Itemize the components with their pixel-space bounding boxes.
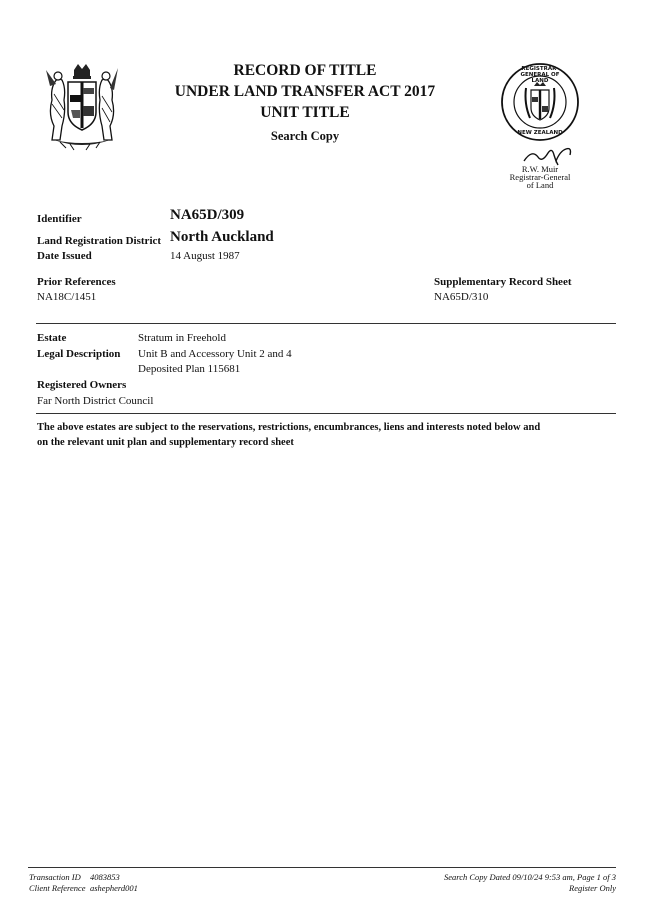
owners-label: Registered Owners	[37, 379, 127, 391]
search-copy-dated: Search Copy Dated 09/10/24 9:53 am, Page 1 of 3	[443, 872, 616, 882]
title-record-of-title: RECORD OF TITLE	[233, 62, 377, 79]
title-unit-title: UNIT TITLE	[260, 104, 350, 121]
legal-description-line2: Deposited Plan 115681	[138, 363, 241, 375]
notice-line2: on the relevant unit plan and supplementary record sheet	[37, 437, 294, 448]
title-search-copy: Search Copy	[270, 129, 340, 143]
notice-line1: The above estates are subject to the reservations, restrictions, encumbrances, liens and interests noted below and	[37, 422, 541, 433]
client-reference-value: ashepherd001	[90, 883, 138, 893]
divider-top	[36, 323, 616, 324]
legal-description-label: Legal Description	[37, 348, 121, 360]
client-reference-label: Client Reference	[29, 883, 86, 893]
legal-description-line1: Unit B and Accessory Unit 2 and 4	[138, 348, 292, 360]
date-issued-value: 14 August 1987	[170, 250, 240, 262]
registrar-seal	[500, 62, 580, 142]
identifier-label: Identifier	[37, 213, 82, 225]
estate-value: Stratum in Freehold	[138, 332, 226, 344]
divider-middle	[36, 413, 616, 414]
title-act: UNDER LAND TRANSFER ACT 2017	[174, 83, 436, 100]
supplementary-label: Supplementary Record Sheet	[434, 276, 572, 288]
prior-references-value: NA18C/1451	[37, 291, 97, 303]
identifier-value: NA65D/309	[170, 207, 245, 223]
transaction-id-label: Transaction ID	[29, 872, 81, 882]
signatory-title-1: Registrar-General	[509, 172, 571, 182]
seal-ring-text: REGISTRAR-GENERAL OF LAND	[520, 66, 560, 84]
divider-footer	[28, 867, 616, 868]
signatory-title-2: of Land	[526, 180, 554, 190]
coat-of-arms-icon	[36, 60, 128, 152]
estate-label: Estate	[37, 332, 67, 344]
register-only: Register Only	[569, 883, 616, 893]
prior-references-label: Prior References	[37, 276, 116, 288]
district-label: Land Registration District	[37, 235, 162, 247]
transaction-id-value: 4083853	[90, 872, 120, 882]
date-issued-label: Date Issued	[37, 250, 92, 262]
supplementary-value: NA65D/310	[434, 291, 489, 303]
signatory-name: R.W. Muir	[521, 164, 559, 174]
owners-value: Far North District Council	[37, 395, 154, 407]
district-value: North Auckland	[170, 229, 274, 245]
seal-ring-bottom-text: NEW ZEALAND	[517, 130, 563, 136]
